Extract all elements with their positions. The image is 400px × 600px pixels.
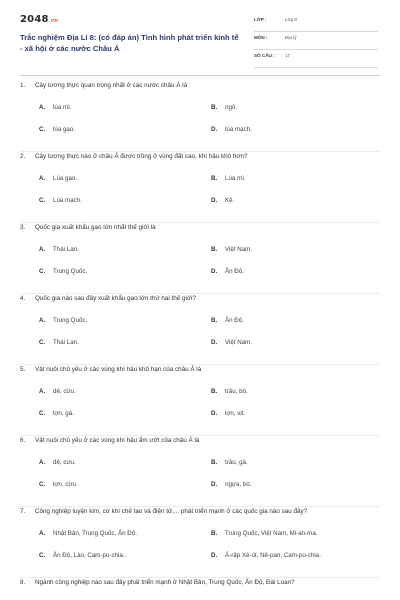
answer-option[interactable]	[39, 410, 74, 417]
question-number: 2.	[20, 153, 26, 160]
answer-option[interactable]	[39, 197, 82, 204]
question-item	[20, 578, 380, 600]
answer-option[interactable]	[211, 459, 248, 466]
option-letter: A.	[39, 388, 46, 395]
question-text	[20, 365, 380, 374]
answer-option[interactable]	[211, 104, 237, 111]
answer-option[interactable]	[39, 339, 79, 346]
question-prompt: Cây lương thực nào ở châu Á được trồng ở vùng đất cao, khí hậu khô hơn?	[35, 153, 248, 160]
option-text: Kê.	[225, 197, 235, 204]
option-letter: B.	[211, 175, 218, 182]
answer-option[interactable]	[39, 175, 77, 182]
question-item	[20, 507, 380, 578]
option-letter: C.	[39, 197, 46, 204]
option-text: dê, cừu.	[53, 388, 76, 395]
page-header	[0, 0, 400, 70]
option-letter: A.	[39, 530, 46, 537]
question-prompt: Vật nuôi chủ yếu ở các vùng khí hậu ẩm ướt của châu Á là	[35, 437, 200, 444]
answer-option[interactable]	[211, 246, 252, 253]
option-letter: C.	[39, 552, 46, 559]
answer-option[interactable]	[39, 388, 76, 395]
answer-option[interactable]	[211, 197, 234, 204]
question-text	[20, 294, 380, 303]
answer-option[interactable]	[39, 268, 87, 275]
question-number: 8.	[20, 579, 26, 586]
option-letter: D.	[211, 197, 218, 204]
answer-option[interactable]	[211, 268, 244, 275]
question-item	[20, 294, 380, 365]
option-letter: D.	[211, 481, 218, 488]
question-number: 1.	[20, 82, 26, 89]
answer-option[interactable]	[211, 481, 252, 488]
option-text: lợn, vịt.	[225, 410, 246, 417]
option-letter: B.	[211, 388, 218, 395]
question-text	[20, 81, 380, 90]
option-text: Ấn Độ, Lào, Cam-pu-chia..	[53, 552, 127, 559]
option-text: trâu, bò.	[225, 388, 248, 395]
question-number: 5.	[20, 366, 26, 373]
question-item	[20, 365, 380, 436]
answer-option[interactable]	[211, 530, 318, 537]
option-letter: A.	[39, 317, 46, 324]
option-text: trâu, gà.	[225, 459, 248, 466]
option-text: lúa mạch.	[225, 126, 252, 133]
option-letter: A.	[39, 246, 46, 253]
option-text: Ấn Độ.	[225, 268, 244, 275]
option-letter: A.	[39, 459, 46, 466]
meta-row-class	[254, 14, 378, 32]
question-item	[20, 436, 380, 507]
option-letter: D.	[211, 126, 218, 133]
option-text: Lúa mạch.	[53, 197, 82, 204]
option-letter: D.	[211, 552, 218, 559]
answer-option[interactable]	[211, 339, 252, 346]
answer-option[interactable]	[211, 126, 252, 133]
question-prompt: Quốc gia nào sau đây xuất khẩu gạo lớn thứ hai thế giới?	[35, 295, 196, 302]
meta-row-count	[254, 50, 378, 68]
option-text: Việt Nam.	[225, 246, 253, 253]
question-text	[20, 436, 380, 445]
option-text: lúa gạo.	[53, 126, 76, 133]
question-text	[20, 152, 380, 161]
meta-value: Lớp 8	[285, 17, 297, 22]
site-logo[interactable]: 2048.vn	[20, 14, 58, 25]
meta-label: LỚP :	[254, 17, 267, 22]
quiz-meta	[254, 14, 378, 68]
answer-option[interactable]	[39, 317, 87, 324]
option-letter: C.	[39, 410, 46, 417]
question-text	[20, 507, 380, 516]
option-letter: B.	[211, 317, 218, 324]
option-letter: D.	[211, 268, 218, 275]
answer-option[interactable]	[39, 530, 137, 537]
answer-option[interactable]	[39, 104, 72, 111]
question-item	[20, 152, 380, 223]
page-title: Trắc nghiệm Địa Lí 8: (có đáp án) Tình hình phát triển kinh tế - xã hội ở các nước Châu Á	[20, 33, 239, 53]
question-number: 4.	[20, 295, 26, 302]
option-letter: C.	[39, 268, 46, 275]
question-number: 3.	[20, 224, 26, 231]
answer-option[interactable]	[211, 410, 245, 417]
option-letter: B.	[211, 530, 218, 537]
answer-option[interactable]	[211, 175, 246, 182]
option-letter: A.	[39, 175, 46, 182]
question-prompt: Vật nuôi chủ yếu ở các vùng khí hậu khô hạn của châu Á là	[35, 366, 202, 373]
question-item	[20, 81, 380, 152]
option-text: ngựa, bò.	[225, 481, 252, 488]
question-list	[0, 81, 400, 600]
option-text: Trung Quốc.	[53, 317, 88, 324]
meta-value: 17	[285, 53, 291, 58]
option-text: Á-rập Xê-út, Nê-pan, Cam-pu-chia.	[225, 552, 321, 559]
question-text	[20, 223, 380, 232]
answer-option[interactable]	[39, 126, 75, 133]
header-divider	[20, 75, 380, 76]
answer-option[interactable]	[39, 246, 79, 253]
answer-option[interactable]	[211, 317, 244, 324]
option-text: Trung Quốc.	[53, 268, 88, 275]
option-text: dê, cừu.	[53, 459, 76, 466]
question-item	[20, 223, 380, 294]
meta-value: Địa lý	[285, 35, 297, 40]
option-text: lợn, gà.	[53, 410, 74, 417]
option-letter: B.	[211, 459, 218, 466]
answer-option[interactable]	[39, 552, 126, 559]
answer-option[interactable]	[39, 481, 78, 488]
meta-label: SỐ CÂU :	[254, 53, 275, 58]
answer-option[interactable]	[211, 388, 248, 395]
meta-row-subject	[254, 32, 378, 50]
answer-option[interactable]	[211, 552, 321, 559]
option-text: Thái Lan.	[53, 246, 79, 253]
option-letter: D.	[211, 339, 218, 346]
option-text: Lúa mì.	[225, 175, 246, 182]
question-prompt: Cây lương thực quan trọng nhất ở các nước châu Á là	[35, 82, 188, 89]
question-text	[20, 578, 380, 587]
option-letter: B.	[211, 246, 218, 253]
option-text: ngô.	[225, 104, 238, 111]
option-text: Thái Lan.	[53, 339, 79, 346]
option-text: lúa mì.	[53, 104, 72, 111]
option-letter: C.	[39, 126, 46, 133]
answer-option[interactable]	[39, 459, 76, 466]
option-text: Ấn Độ.	[225, 317, 244, 324]
option-letter: B.	[211, 104, 218, 111]
option-letter: A.	[39, 104, 46, 111]
option-letter: C.	[39, 481, 46, 488]
meta-label: MÔN :	[254, 35, 268, 40]
question-number: 7.	[20, 508, 26, 515]
option-letter: C.	[39, 339, 46, 346]
question-number: 6.	[20, 437, 26, 444]
option-text: lợn, cừu.	[53, 481, 78, 488]
question-prompt: Quốc gia xuất khẩu gạo lớn nhất thế giới là	[35, 224, 156, 231]
option-text: Lúa gạo.	[53, 175, 78, 182]
option-text: Việt Nam.	[225, 339, 253, 346]
option-text: Nhật Bản, Trung Quốc, Ấn Độ.	[53, 530, 137, 537]
question-prompt: Ngành công nghiệp nào sau đây phát triển mạnh ở Nhật Bản, Trung Quốc, Ấn Độ, Đài Loan?	[35, 579, 295, 586]
option-letter: D.	[211, 410, 218, 417]
question-prompt: Công nghiệp luyện kim, cơ khí chế tạo và điện tử,... phát triển mạnh ở các quốc gia nào sau đây?	[35, 508, 308, 515]
option-text: Trung Quốc, Việt Nam, Mi-an-ma.	[225, 530, 318, 537]
